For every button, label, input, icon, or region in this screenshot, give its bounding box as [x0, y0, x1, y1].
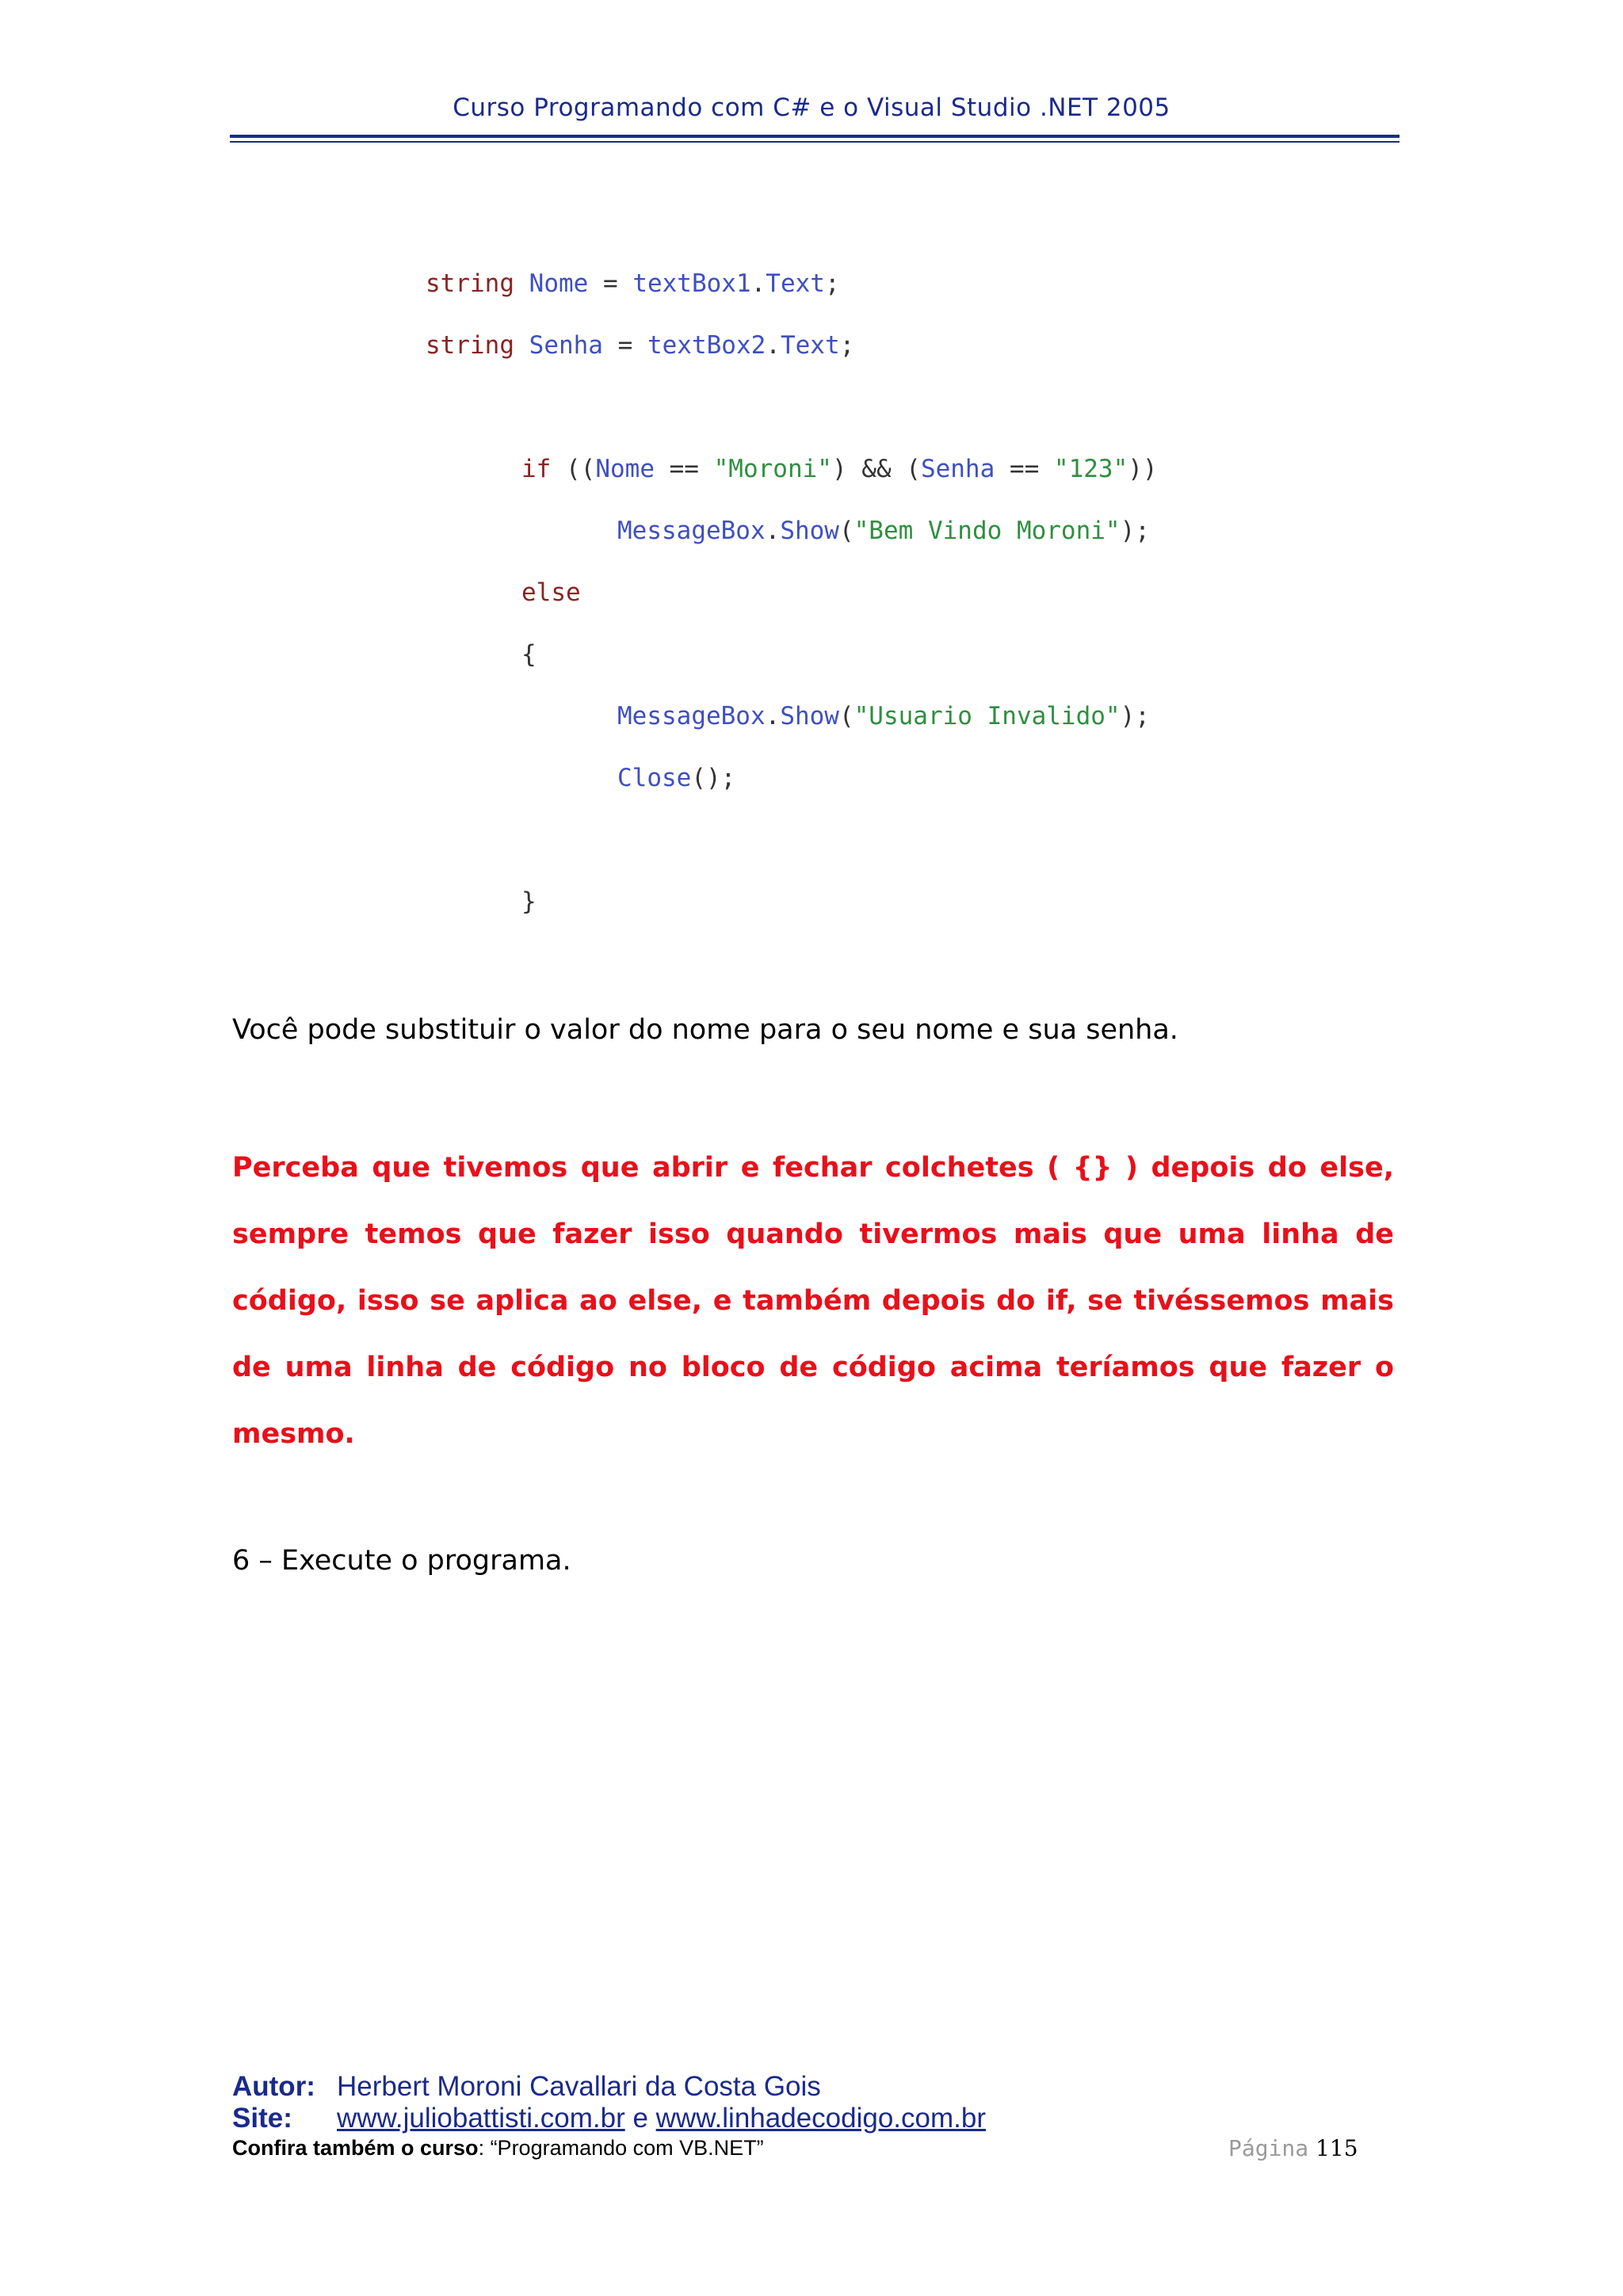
code-identifier: Senha — [920, 455, 995, 483]
document-header-title: Curso Programando com C# e o Visual Studio .NET 2005 — [453, 93, 1170, 122]
page-number — [1228, 2135, 1358, 2161]
code-identifier: Close — [617, 764, 692, 792]
header-rule-thick — [230, 135, 1400, 138]
code-operator: (( — [551, 455, 596, 483]
code-identifier: Show — [780, 517, 839, 545]
code-keyword: if — [521, 455, 552, 483]
code-string: "123" — [1053, 455, 1128, 483]
code-string: "Usuario Invalido" — [854, 702, 1121, 730]
header-rule-thin — [230, 141, 1400, 143]
code-keyword: string — [426, 269, 514, 298]
code-operator: == — [995, 455, 1054, 483]
footer-site-link-linhadecodigo[interactable]: www.linhadecodigo.com.br — [655, 2103, 986, 2134]
paragraph-substitute-hint: Você pode substituir o valor do nome para o seu nome e sua senha. — [232, 1014, 1178, 1046]
code-identifier: Show — [780, 702, 839, 730]
code-operator: == — [654, 455, 714, 483]
code-line-string-nome — [426, 268, 840, 299]
code-operator: ; — [824, 269, 840, 298]
code-operator: (); — [691, 764, 736, 792]
footer-site-link-juliobattisti[interactable]: www.juliobattisti.com.br — [337, 2103, 625, 2134]
code-string: "Moroni" — [713, 455, 832, 483]
paragraph-braces-note: Perceba que tivemos que abrir e fechar colchetes ( {} ) depois do else, sempre temos que fazer isso quando tivermos mais que uma linha de código, isso se aplica ao else, e também depois do if, se tivéssemos mais de uma linha de código no bloco de código acima teríamos que fazer o mesmo. — [232, 1152, 1394, 1450]
code-operator: ) && ( — [831, 455, 921, 483]
code-identifier: textBox2 — [647, 331, 766, 360]
page-number-value: 115 — [1316, 2135, 1358, 2161]
code-operator: ); — [1120, 702, 1150, 730]
code-identifier: Nome — [529, 269, 589, 298]
code-string: "Bem Vindo Moroni" — [854, 517, 1121, 545]
code-line-if — [521, 453, 1158, 485]
code-line-messagebox-invalid — [617, 700, 1150, 732]
code-line-messagebox-welcome — [617, 515, 1150, 547]
footer-confira-course: : “Programando com VB.NET” — [478, 2136, 764, 2160]
footer-site-separator: e — [624, 2103, 656, 2134]
footer-confira — [232, 2136, 764, 2161]
code-identifier: Text — [780, 331, 840, 360]
code-identifier: Nome — [595, 455, 655, 483]
code-operator: ( — [838, 702, 854, 730]
code-identifier: MessageBox — [617, 702, 766, 730]
footer-author — [232, 2071, 821, 2103]
code-operator: . — [765, 702, 781, 730]
code-identifier: MessageBox — [617, 517, 766, 545]
footer-site — [232, 2103, 986, 2134]
code-line-string-senha — [426, 330, 854, 361]
code-operator: . — [750, 269, 766, 298]
code-line-brace-open: { — [521, 640, 537, 669]
step-6-execute: 6 – Execute o programa. — [232, 1545, 571, 1577]
page-label: Página — [1228, 2135, 1309, 2161]
code-identifier: Text — [766, 269, 825, 298]
code-operator: . — [766, 331, 781, 360]
footer-site-label: Site: — [232, 2103, 292, 2134]
code-operator: ); — [1120, 517, 1150, 545]
code-identifier: Senha — [529, 331, 603, 360]
footer-author-name: Herbert Moroni Cavallari da Costa Gois — [337, 2071, 821, 2102]
code-line-brace-close: } — [521, 887, 537, 916]
code-keyword: string — [426, 331, 514, 360]
code-operator: . — [765, 517, 781, 545]
code-operator: = — [588, 269, 633, 298]
code-identifier: textBox1 — [632, 269, 751, 298]
footer-confira-bold: Confira também o curso — [232, 2136, 479, 2160]
code-operator: = — [602, 331, 647, 360]
code-operator: )) — [1128, 455, 1158, 483]
code-line-close — [617, 762, 735, 794]
code-line-else: else — [521, 578, 581, 607]
footer-author-label: Autor: — [232, 2071, 315, 2102]
code-operator: ( — [838, 517, 854, 545]
code-operator: ; — [839, 331, 855, 360]
